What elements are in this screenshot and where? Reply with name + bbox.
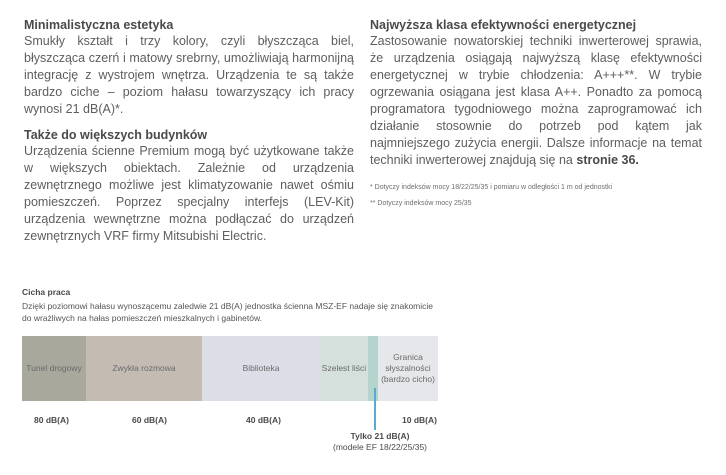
paragraph-larger-buildings: Urządzenia ścienne Premium mogą być użytkowane także w większych obiektach. Zależnie od urządzenia zewnętrznego możliwe jest klimatyzowanie nawet ośmiu pomieszczeń. Poprzez specjalny interfejs (LEV-Kit) urządzenia wewnętrzne można podłączać do urządzeń zewnętrznych VRF firmy Mitsubishi Electric. (24, 144, 354, 243)
marker-sub-label: (modele EF 18/22/25/35) (332, 442, 428, 452)
heading-larger-buildings: Także do większych budynków (24, 128, 208, 142)
efficiency-text: Zastosowanie nowatorskiej techniki inwerterowej sprawia, że urządzenia osiągają najwyższą klasę efektywności energetycznej w trybie chłodzenia: A+++**. W trybie ogrzewania osiągana jest klasa A++. Ponadto za pomocą programatora tygodniowego można zaprogramować ich działanie stosownie do potrzeb pod kątem jak najmniejszego zużycia energii. Dalsze informacje na temat techniki inwerterowej znajdują się na (370, 34, 702, 167)
heading-aesthetics: Minimalistyczna estetyka (24, 18, 174, 32)
footnote-1: * Dotyczy indeksów mocy 18/22/25/35 i pomiaru w odległości 1 m od jednostki (370, 184, 613, 191)
noise-segment-5: Granica słyszalności (bardzo cicho) (378, 336, 438, 401)
noise-section-description: Dzięki poziomowi hałasu wynoszącemu zaledwie 21 dB(A) jednostka ścienna MSZ-EF nadaje się znakomicie do wrażliwych na hałas pomieszczeń mieszkalnych i gabinetów. (22, 301, 434, 323)
noise-segment-4 (368, 336, 378, 401)
scale-label-80: 80 dB(A) (34, 415, 69, 425)
noise-segment-2: Biblioteka (202, 336, 320, 401)
footnote-2: ** Dotyczy indeksów mocy 25/35 (370, 200, 472, 207)
noise-level-marker (374, 388, 376, 430)
noise-scale-bar (22, 336, 438, 401)
marker-main-label: Tylko 21 dB(A) (350, 431, 410, 441)
noise-segment-0: Tunel drogowy (22, 336, 86, 401)
left-column (24, 18, 354, 255)
noise-section-title: Cicha praca (22, 287, 71, 297)
scale-label-40: 40 dB(A) (246, 415, 281, 425)
marker-callout (300, 431, 460, 453)
heading-efficiency: Najwyższa klasa efektywności energetycznej (370, 18, 637, 32)
noise-segment-3: Szelest liści (320, 336, 368, 401)
paragraph-efficiency (370, 33, 702, 169)
right-column (370, 18, 702, 209)
scale-label-60: 60 dB(A) (132, 415, 167, 425)
page-reference-link[interactable]: stronie 36. (576, 153, 639, 167)
scale-label-10: 10 dB(A) (402, 415, 437, 425)
paragraph-aesthetics: Smukły kształt i trzy kolory, czyli błyszcząca biel, błyszcząca czerń i matowy srebrny, umożliwiają harmonijną integrację z wystrojem wnętrza. Urządzenia te są także bardzo ciche – poziom hałasu towarzyszący ich pracy wynosi 21 dB(A)*. (24, 34, 354, 116)
noise-segment-1: Zwykła rozmowa (86, 336, 202, 401)
